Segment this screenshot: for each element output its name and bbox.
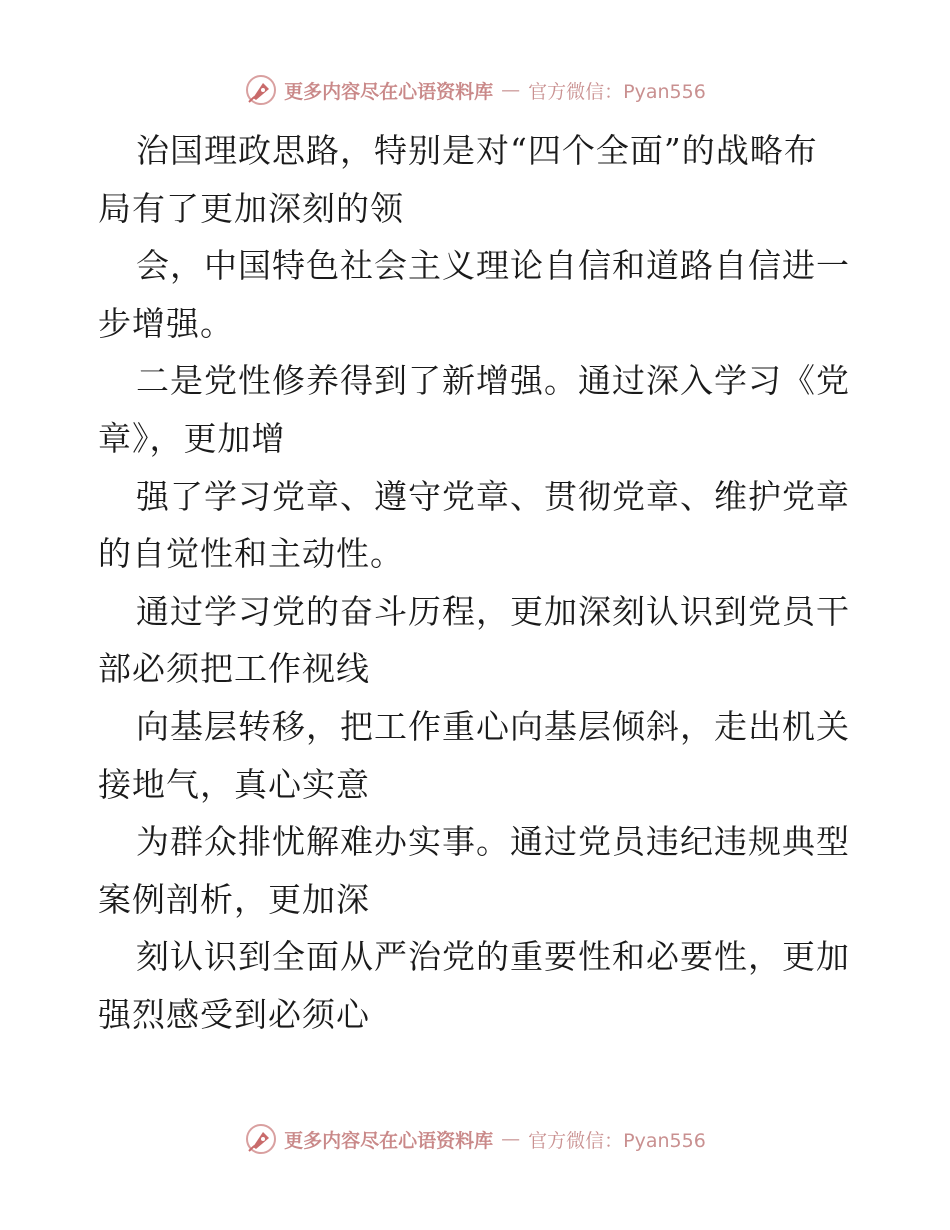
body-line: 会，中国特色社会主义理论自信和道路自信进一	[136, 246, 850, 286]
body-line: 通过学习党的奋斗历程，更加深刻认识到党员干	[136, 591, 850, 631]
pen-nib-icon	[244, 73, 278, 107]
body-line: 二是党性修养得到了新增强。通过深入学习《党	[136, 361, 850, 401]
footer-watermark	[0, 1119, 950, 1159]
watermark-text: 更多内容尽在心语资料库	[284, 80, 494, 103]
body-line: 局有了更加深刻的领	[98, 188, 404, 228]
watermark-separator: —	[501, 79, 521, 101]
body-line: 接地气，真心实意	[98, 764, 370, 804]
body-line: 强烈感受到必须心	[98, 994, 370, 1034]
body-line: 案例剖析，更加深	[98, 879, 370, 919]
header-watermark	[0, 70, 950, 110]
document-body	[98, 122, 858, 1044]
body-line: 章》，更加增	[98, 418, 286, 458]
body-line: 的自觉性和主动性。	[98, 534, 404, 574]
watermark-contact: 官方微信：Pyan556	[528, 80, 706, 103]
watermark-separator: —	[501, 1128, 521, 1150]
body-line: 部必须把工作视线	[98, 649, 370, 689]
body-line: 步增强。	[98, 303, 234, 343]
body-line: 向基层转移，把工作重心向基层倾斜，走出机关	[136, 706, 850, 746]
watermark-text: 更多内容尽在心语资料库	[284, 1129, 494, 1152]
body-line: 强了学习党章、遵守党章、贯彻党章、维护党章	[136, 476, 850, 516]
body-line: 为群众排忧解难办实事。通过党员违纪违规典型	[136, 822, 850, 862]
body-line: 刻认识到全面从严治党的重要性和必要性，更加	[136, 937, 850, 977]
body-line: 治国理政思路，特别是对“四个全面”的战略布	[136, 131, 818, 170]
pen-nib-icon	[244, 1122, 278, 1156]
watermark-contact: 官方微信：Pyan556	[528, 1129, 706, 1152]
